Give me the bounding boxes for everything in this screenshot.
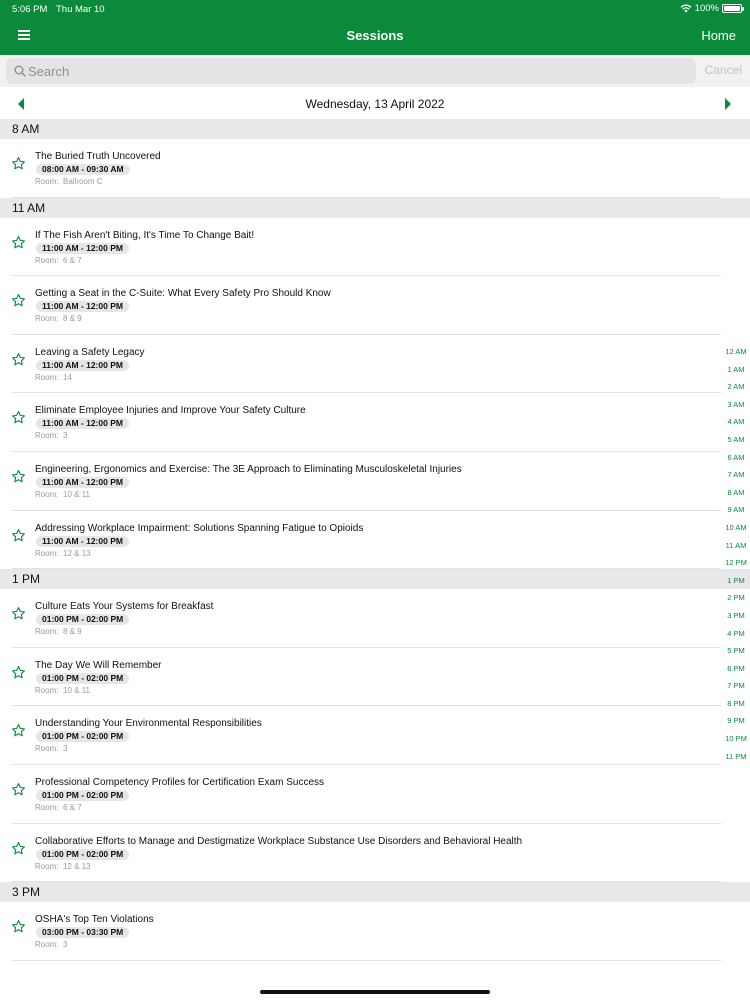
hour-index-item[interactable]: 11 AM (725, 540, 747, 550)
status-indicators (680, 3, 742, 14)
hour-index-item[interactable]: 8 PM (727, 698, 745, 708)
row-divider (12, 881, 721, 882)
session-title: If The Fish Aren't Biting, It's Time To Change Bait! (35, 229, 255, 241)
session-time: 08:00 AM - 09:30 AM (36, 164, 130, 175)
hour-index-item[interactable]: 1 AM (727, 364, 745, 374)
session-time: 11:00 AM - 12:00 PM (36, 418, 129, 429)
room-value: 8 & 9 (63, 314, 82, 324)
room-value: 8 & 9 (63, 627, 82, 637)
session-room (35, 862, 91, 871)
session-time: 11:00 AM - 12:00 PM (36, 301, 129, 312)
battery-icon (722, 4, 742, 13)
session-row[interactable] (0, 393, 750, 452)
room-label: Room: (35, 255, 59, 265)
favorite-star-icon[interactable] (11, 723, 26, 738)
room-label: Room: (35, 489, 59, 499)
section-header: 8 AM (0, 119, 750, 139)
session-title: Culture Eats Your Systems for Breakfast (35, 601, 214, 613)
session-time: 11:00 AM - 12:00 PM (36, 477, 129, 488)
room-label: Room: (35, 940, 59, 950)
hour-index-item[interactable]: 7 AM (727, 470, 745, 480)
room-value: 3 (63, 940, 68, 950)
session-room (35, 373, 72, 382)
session-room (35, 803, 82, 812)
hour-index-item[interactable]: 3 AM (727, 399, 745, 409)
room-value: 6 & 7 (63, 802, 82, 812)
search-box[interactable] (6, 58, 696, 84)
battery-percent: 100% (694, 3, 719, 14)
hour-index-item[interactable]: 4 PM (727, 628, 745, 638)
next-day-arrow-icon[interactable] (725, 98, 731, 110)
favorite-star-icon[interactable] (11, 665, 26, 680)
session-title: Professional Competency Profiles for Certification Exam Success (35, 776, 325, 788)
session-row[interactable] (0, 452, 750, 511)
session-title: Leaving a Safety Legacy (35, 346, 145, 358)
room-value: 12 & 13 (63, 861, 91, 871)
session-row[interactable] (0, 589, 750, 648)
session-room (35, 744, 67, 753)
session-time: 03:00 PM - 03:30 PM (36, 927, 129, 938)
room-value: 3 (63, 744, 68, 754)
hour-index-item[interactable]: 2 AM (727, 382, 745, 392)
room-label: Room: (35, 861, 59, 871)
room-value: 3 (63, 431, 68, 441)
status-bar (0, 0, 750, 20)
room-label: Room: (35, 431, 59, 441)
row-divider (12, 960, 721, 961)
status-time: 5:06 PM (12, 4, 48, 15)
date-navigator (0, 87, 750, 119)
session-room (35, 431, 67, 440)
session-row[interactable] (0, 218, 750, 277)
row-divider (12, 568, 721, 569)
favorite-star-icon[interactable] (11, 352, 26, 367)
favorite-star-icon[interactable] (11, 841, 26, 856)
favorite-star-icon[interactable] (11, 919, 26, 934)
session-row[interactable] (0, 335, 750, 394)
session-title: Understanding Your Environmental Responsibilities (35, 718, 262, 730)
hour-index-item[interactable]: 10 AM (725, 522, 747, 532)
row-divider (12, 197, 721, 198)
session-row[interactable] (0, 511, 750, 570)
nav-bar (0, 20, 750, 55)
session-time: 11:00 AM - 12:00 PM (36, 243, 129, 254)
favorite-star-icon[interactable] (11, 235, 26, 250)
session-list (0, 119, 750, 961)
hour-index-item[interactable]: 9 PM (727, 716, 745, 726)
session-title: The Buried Truth Uncovered (35, 151, 161, 162)
session-room (35, 314, 82, 323)
hour-index-item[interactable]: 3 PM (727, 610, 745, 620)
session-title: Getting a Seat in the C-Suite: What Every Safety Pro Should Know (35, 288, 331, 300)
favorite-star-icon[interactable] (11, 606, 26, 621)
session-row[interactable] (0, 902, 750, 961)
hour-index (719, 343, 750, 765)
search-icon (14, 65, 26, 77)
session-time: 01:00 PM - 02:00 PM (36, 849, 129, 860)
session-row[interactable] (0, 276, 750, 335)
hour-index-item[interactable]: 6 AM (727, 452, 745, 462)
section-header: 1 PM (0, 569, 750, 589)
page-title: Sessions (346, 28, 404, 43)
room-label: Room: (35, 372, 59, 382)
room-value: 6 & 7 (63, 255, 82, 265)
home-button[interactable]: Home (701, 28, 736, 43)
hour-index-item[interactable]: 12 AM (725, 347, 747, 356)
favorite-star-icon[interactable] (11, 410, 26, 425)
favorite-star-icon[interactable] (11, 293, 26, 308)
room-label: Room: (35, 744, 59, 754)
session-room (35, 490, 90, 499)
session-time: 01:00 PM - 02:00 PM (36, 673, 129, 684)
room-label: Room: (35, 548, 59, 558)
hour-index-item[interactable]: 5 AM (727, 434, 745, 444)
session-row[interactable] (0, 648, 750, 707)
room-value: 14 (63, 372, 72, 382)
hour-index-item[interactable]: 9 AM (727, 505, 745, 515)
section-header: 11 AM (0, 198, 750, 218)
hour-index-item[interactable]: 4 AM (727, 417, 745, 427)
hour-index-item[interactable]: 6 PM (727, 663, 745, 673)
room-value: Ballroom C (63, 177, 103, 186)
session-time: 01:00 PM - 02:00 PM (36, 731, 129, 742)
session-title: OSHA's Top Ten Violations (35, 914, 154, 926)
session-time: 11:00 AM - 12:00 PM (36, 536, 129, 547)
session-room (35, 549, 91, 558)
session-time: 11:00 AM - 12:00 PM (36, 360, 129, 371)
favorite-star-icon[interactable] (11, 528, 26, 543)
room-label: Room: (35, 685, 59, 695)
app-header (0, 0, 750, 55)
favorite-star-icon[interactable] (11, 469, 26, 484)
session-row[interactable] (0, 139, 750, 198)
room-label: Room: (35, 314, 59, 324)
room-value: 10 & 11 (63, 489, 90, 499)
wifi-icon (680, 4, 692, 13)
session-time: 01:00 PM - 02:00 PM (36, 614, 129, 625)
status-date: Thu Mar 10 (56, 4, 105, 15)
session-room (35, 627, 82, 636)
hour-index-item[interactable]: 10 PM (725, 734, 747, 744)
session-room (35, 686, 90, 695)
favorite-star-icon[interactable] (11, 782, 26, 797)
room-label: Room: (35, 802, 59, 812)
current-date: Wednesday, 13 April 2022 (305, 97, 445, 111)
home-indicator[interactable] (260, 990, 490, 994)
room-label: Room: (35, 177, 59, 186)
search-bar (0, 55, 750, 87)
hour-index-item[interactable]: 11 PM (725, 751, 747, 761)
session-title: Engineering, Ergonomics and Exercise: The 3E Approach to Eliminating Musculoskeletal Injuries (35, 463, 462, 475)
room-value: 12 & 13 (63, 548, 91, 558)
session-room (35, 940, 67, 949)
session-title: Eliminate Employee Injuries and Improve Your Safety Culture (35, 405, 306, 417)
hour-index-item[interactable]: 8 AM (727, 487, 745, 497)
section-header: 3 PM (0, 882, 750, 902)
room-value: 10 & 11 (63, 685, 90, 695)
cancel-button[interactable]: Cancel (704, 63, 742, 77)
favorite-star-icon[interactable] (11, 156, 26, 171)
session-title: The Day We Will Remember (35, 659, 162, 671)
session-title: Addressing Workplace Impairment: Solutions Spanning Fatigue to Opioids (35, 522, 364, 534)
session-room (35, 256, 82, 265)
session-row[interactable] (0, 765, 750, 824)
session-row[interactable] (0, 706, 750, 765)
room-label: Room: (35, 627, 59, 637)
hour-index-item[interactable]: 1 PM (727, 575, 745, 585)
hour-index-item[interactable]: 7 PM (727, 681, 745, 691)
session-room (35, 177, 103, 186)
hour-index-item[interactable]: 12 PM (725, 558, 747, 568)
hour-index-item[interactable]: 2 PM (727, 593, 745, 603)
hour-index-item[interactable]: 5 PM (727, 646, 745, 656)
session-title: Collaborative Efforts to Manage and Destigmatize Workplace Substance Use Disorders and Behavioral Health (35, 835, 523, 847)
session-time: 01:00 PM - 02:00 PM (36, 790, 129, 801)
search-input[interactable] (28, 58, 688, 84)
session-row[interactable] (0, 824, 750, 883)
